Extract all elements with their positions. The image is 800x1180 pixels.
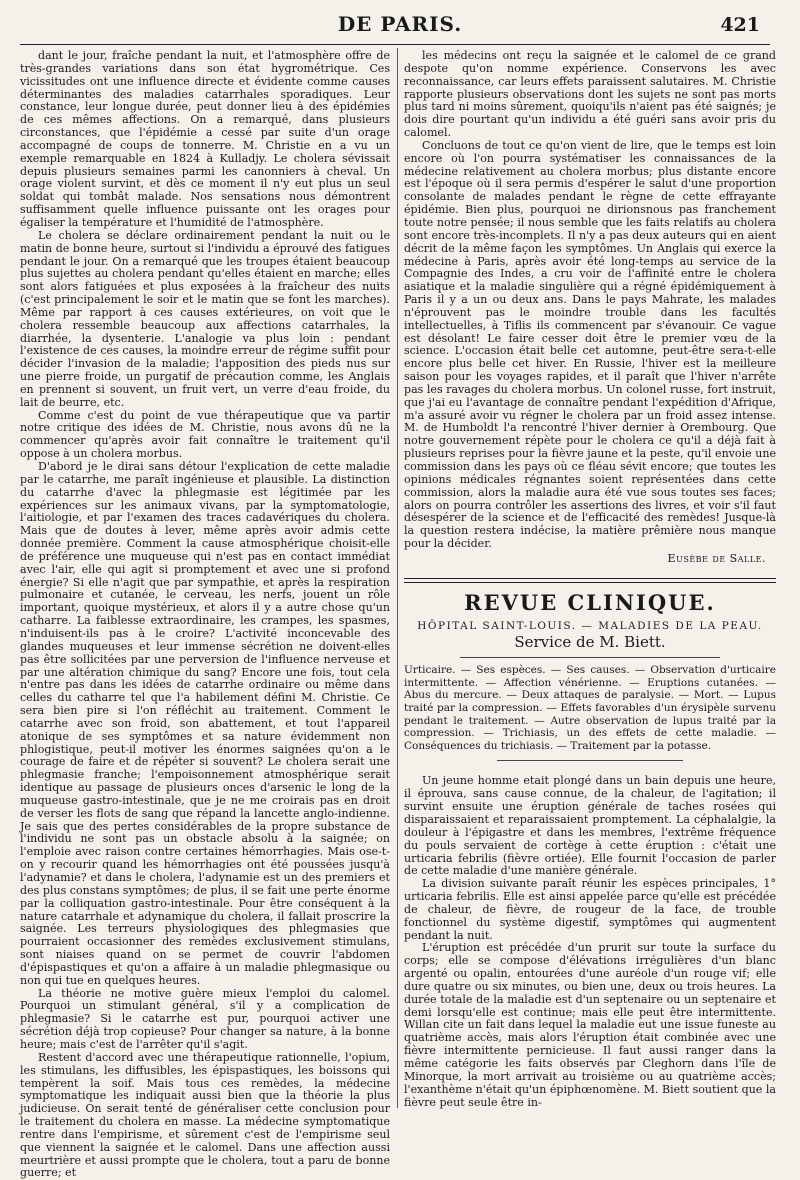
paragraph: La théorie ne motive guère mieux l'emploi du calomel. Pourquoi un stimulant général, s'il y a complication de phlegmasie? Si le catarrhe est pur, pourquoi activer une sécrétion déjà trop copieuse? Pour changer sa nature, à la bonne heure; mais c'est de l'arrêter qu'il s'agit. [20, 986, 390, 1051]
paragraph: La division suivante paraît réunir les espèces principales, 1° urticaria febrilis. Elle est ainsi appelée parce qu'elle est précédée de chaleur, de fièvre, de rougeur de la face, de trouble fonctionnel du système digestif, symptômes qui augmentent pendant la nuit. [404, 877, 776, 942]
page-header [0, 6, 800, 44]
left-column [20, 49, 390, 1180]
paragraph: Le cholera se déclare ordinairement pendant la nuit ou le matin de bonne heure, surtout si l'individu a éprouvé des fatigues pendant le jour. On a remarqué que les troupes étaient beaucoup plus sujettes au cholera pendant qu'elles étaient en marche; elles sont alors fatiguées et plus exposées à la fraîcheur des nuits (c'est principalement le soir et le matin que se font les marches). Même par rapport à ces causes extérieures, on voit que le cholera ressemble beaucoup aux affections catarrhales, la diarrhée, la dysenterie. L'analogie va plus loin : pendant l'existence de ces causes, la moindre erreur de régime suffit pour décider l'invasion de la maladie; l'apposition des pieds nus sur une pierre froide, un purgatif de précaution comme, les Anglais en prennent si souvent, un fruit vert, un verre d'eau froide, du lait de beurre, etc. [20, 228, 390, 409]
paragraph: dant le jour, fraîche pendant la nuit, et l'atmosphère offre de très-grandes variations dans son état hygrométrique. Ces vicissitudes ont une influence directe et évidente comme causes déterminantes des maladies catarrhales sporadiques. Leur constance, leur longue durée, peut donner lieu à des épidémies de ces mêmes affections. On a remarqué, dans plusieurs circonstances, que l'épidémie a cessé par suite d'un orage accompagné de coups de tonnerre. M. Christie en a vu un exemple remarquable en 1824 à Kulladjy. Le cholera sévissait depuis plusieurs semaines parmi les canonniers à cheval. Un orage violent survint, et dès ce moment il n'y eut plus un seul soldat qui tombât malade. Nos sensations nous démontrent suffisamment quelle influence puissante ont les orages pour égaliser la température et l'humidité de l'atmosphère. [20, 49, 390, 229]
header-rule [20, 44, 770, 45]
paragraph: L'éruption est précédée d'un prurit sur toute la surface du corps; elle se compose d'élévations irrégulières d'un blanc argenté ou opalin, entourées d'une auréole d'un rouge vif; elle dure quatre ou six minutes, ou bien une, deux ou trois heures. La durée totale de la maladie est d'un septenaire ou un septenaire et demi lorsqu'elle est continue; mais elle peut être intermittente. Willan cite un fait dans lequel la maladie eut une issue funeste au quatrième accès, mais alors l'éruption était combinée avec une fièvre intermittente pernicieuse. Il faut aussi ranger dans la même catégorie les faits observés par Cleghorn dans l'île de Minorque, la mort arrivait au troisième ou au quatrième accès; l'exanthème n'était qu'un épiphœnomène. M. Biett soutient que la fièvre peut seule être in- [404, 941, 776, 1109]
author-signature: Eusèbe de Salle. [667, 551, 766, 565]
section-summary: Urticaire. — Ses espèces. — Ses causes. — Observation d'urticaire intermittente. — Affection vénérienne. — Eruptions cutanées. — Abus du mercure. — Deux attaques de paralysie. — Mort. — Lupus traité par la compression. — Effets favorables d'un érysipèle survenu pendant le traitement. — Autre observation de lupus traité par la compression. — Trichiasis, un des effets de cette maladie. — Conséquences du trichiasis. — Traitement par la potasse. [404, 664, 776, 752]
paragraph: Concluons de tout ce qu'on vient de lire, que le temps est loin encore où l'on pourra systématiser les connaissances de la médecine relativement au cholera morbus; plus distante encore est l'époque où il sera permis d'espérer le salut d'une proportion consolante de malades pendant le règne de cette effrayante épidémie. Bien plus, pourquoi ne dirionsnous pas franchement toute notre pensée; il nous semble que les faits relatifs au cholera sont encore très-incomplets. Il n'y a pas deux auteurs qui en aient décrit de la même façon les symptômes. Un Anglais qui exerce la médecine à Paris, après avoir été long-temps au service de la Compagnie des Indes, a cru voir de l'affinité entre le cholera asiatique et la maladie singulière qui a régné épidémiquement à Paris il y a un ou deux ans. Dans le pays Mahrate, les malades n'éprouvent pas le moindre trouble dans les facultés intellectuelles, à Tiflis ils commencent par s'évanouir. Ce vague est désolant! Le faire cesser doit être le premier vœu de la science. L'occasion était belle cet automne, peut-être sera-t-elle encore plus belle cet hiver. En Russie, l'hiver est la meilleure saison pour les voyages rapides, et il paraît que l'hiver n'arrête pas les ravages du cholera morbus. Un colonel russe, fort instruit, que j'ai eu l'avantage de connaître pendant l'expédition d'Afrique, m'a assuré avoir vu régner le cholera par un froid assez intense. M. de Humboldt l'a rencontré l'hiver dernier à Orembourg. Que notre gouvernement répète pour le cholera ce qu'il a déjà fait à plusieurs reprises pour la fièvre jaune et la peste, qu'il envoie une commission dans les pays où ce fléau sévit encore; que toutes les opinions médicales régnantes soient représentées dans cette commission, alors la maladie aura été vue sous toutes ses faces; alors on pourra contrôler les assertions des livres, et voir s'il faut désespérer de la science et de l'efficacité des remèdes! Jusque-là la question restera indécise, la matière prêmière nous manque pour la décider. [404, 138, 776, 551]
paragraph: Un jeune homme etait plongé dans un bain depuis une heure, il éprouva, sans cause connue, de la chaleur, de l'agitation; il survint ensuite une éruption générale de taches rosées qui disparaissaient et reparaissaient promptement. La céphalalgie, la douleur à l'épigastre et dans les membres, l'extrême fréquence du pouls servaient de cortège à cette éruption : c'était une urticaria febrilis (fièvre ortiée). Elle fournit l'occasion de parler de cette maladie d'une manière générale. [404, 774, 776, 878]
section-title: REVUE CLINIQUE. [464, 589, 716, 615]
running-title: DE PARIS. [337, 12, 463, 36]
paragraph: les médecins ont reçu la saignée et le calomel de ce grand despote qu'on nomme expérience. Conservons les avec reconnaissance, car leurs effets paraissent salutaires. M. Christie rapporte plusieurs observations dont les sujets ne sont pas morts plus tard ni moins sûrement, quoiqu'ils n'aient pas été saignés; je dois dire pourtant qu'un individu a été guéri sans avoir pris du calomel. [404, 49, 776, 140]
paragraph: Comme c'est du point de vue thérapeutique que va partir notre critique des idées de M. Christie, nous avons dû ne la commencer qu'après avoir fait connaître le traitement qu'il oppose à un cholera morbus. [20, 408, 390, 461]
page-number: 421 [720, 14, 760, 36]
paragraph: Restent d'accord avec une thérapeutique rationnelle, l'opium, les stimulans, les diffusibles, les épispastiques, les boissons qui tempèrent la soif. Mais tous ces remèdes, la médecine symptomatique les indiquait aussi bien que la théorie la plus judicieuse. On serait tenté de généraliser cette conclusion pour le traitement du cholera en masse. La médecine symptomatique rentre dans l'empirisme, et sûrement c'est de l'empirisme seul que viennent la saignée et le calomel. Dans une affection aussi meurtrière et aussi prompte que le cholera, tout a paru de bonne guerre; et [20, 1050, 390, 1180]
service-heading: Service de M. Biett. [514, 633, 666, 652]
summary-rule [460, 657, 720, 658]
right-column [404, 49, 776, 1109]
summary-rule [497, 760, 683, 761]
section-separator [404, 578, 776, 583]
hospital-heading: HÔPITAL SAINT-LOUIS. — MALADIES DE LA PEAU. [417, 619, 763, 632]
column-divider [397, 48, 398, 1108]
paragraph: D'abord je le dirai sans détour l'explication de cette maladie par le catarrhe, me paraît ingénieuse et plausible. La distinction du catarrhe d'avec la phlegmasie est légitimée par les expériences sur les animaux vivans, par la symptomatologie, l'aitiologie, et par l'examen des traces cadavériques du cholera. Mais que de doutes à lever, même après avoir admis cette donnée première. Comment la cause atmosphérique choisit-elle de préférence une muqueuse qui n'est pas en contact immédiat avec l'air, elle qui agit si promptement et avec une si profond énergie? Si elle n'agit que par sympathie, et après la respiration pulmonaire et cutanée, le cerveau, les nerfs, jouent un rôle important, quoique mystérieux, et alors il y a autre chose qu'un catharre. La faiblesse extraordinaire, les crampes, les spasmes, n'induisent-ils pas à le croire? L'activité inconcevable des glandes muqueuses et leur immense sécrétion ne doivent-elles pas être sollicitées par une perversion de l'influence nerveuse et par une altération chimique du sang? Encore une fois, tout cela n'entre pas dans les idées de catarrhe ordinaire ou même dans celles du catharre tel que l'a habilement défini M. Christie. Ce sera bien pire si l'on réfléchit au traitement. Comment le catarrhe avec son froid, son abattement, et tout l'appareil atonique de ses symptômes et sa nature évidemment non phlogistique, peut-il motiver les énormes saignées qu'on a le courage de faire et de répéter si souvent? Le cholera serait une phlegmasie franche; l'empoisonnement atmosphérique serait identique au passage de plusieurs onces d'arsenic le long de la muqueuse gastro-intestinale, que je ne me croirais pas en droit de verser les flots de sang que répand la lancette anglo-indienne. Je sais que des pertes considérables de la propre substance de l'individu ne sont pas un obstacle absolu à la saignée; on l'emploie avec raison contre certaines hémorrhagies. Mais ose-t-on y recourir quand les hémorrhagies ont été poussées jusqu'à l'adynamie? et dans le cholera, l'adynamie est un des premiers et des plus constans symptômes; de plus, il se fait une perte énorme par la colliquation gastro-intestinale. Pour être conséquent à la nature catarrhale et adynamique du cholera, il fallait proscrire la saignée. Les terreurs physiologiques des phlegmasies que pourraient occasionner des remèdes exclusivement stimulans, sont niaises quand on se permet de couvrir l'abdomen d'épispastiques et qu'on a affaire à un maladie phlegmasique ou non qui tue en quelques heures. [20, 460, 390, 987]
